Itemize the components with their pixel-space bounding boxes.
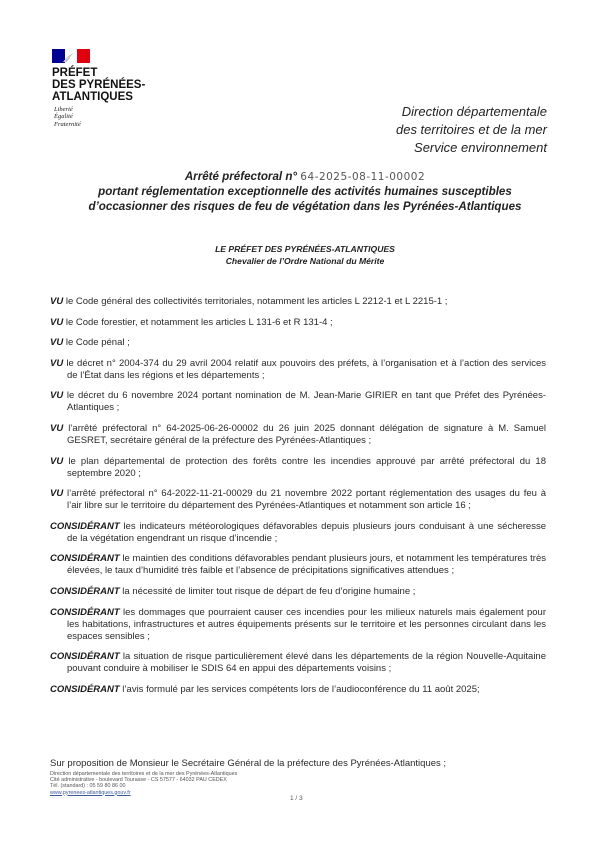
arrete-number: 64-2025-08-11-00002 bbox=[300, 171, 426, 183]
paragraph-keyword: CONSIDÉRANT bbox=[50, 683, 120, 695]
motto-egalite: Égalité bbox=[54, 113, 73, 121]
visas-considerants bbox=[50, 296, 546, 704]
arrete-prefix: Arrêté préfectoral n° bbox=[184, 170, 298, 183]
motto-fraternite: Fraternité bbox=[54, 120, 81, 128]
paragraph bbox=[50, 390, 546, 414]
prefet-line-2: Chevalier de l’Ordre National du Mérite bbox=[225, 256, 385, 266]
paragraph-keyword: VU bbox=[50, 316, 64, 328]
footer-line-2: Cité administrative - boulevard Tourasse - CS 57577 - 64032 PAU CEDEX bbox=[50, 777, 227, 784]
direction-header bbox=[287, 103, 547, 157]
paragraph-keyword: VU bbox=[50, 488, 64, 500]
paragraph-text: les indicateurs météorologiques défavorables depuis plusieurs jours conduisant à une sécheresse de la végétation engendrant un risque d’incendie ; bbox=[67, 520, 546, 544]
arrete-title bbox=[40, 170, 570, 214]
paragraph-text: le maintien des conditions défavorables pendant plusieurs jours, et notamment les températures très élevées, le taux d’humidité très faible et l’absence de précipitations significatives attendues ; bbox=[67, 553, 546, 577]
logo-line-1: PRÉFET bbox=[52, 67, 98, 79]
logo-title bbox=[52, 67, 162, 103]
title-line-3: d’occasionner des risques de feu de végétation dans les Pyrénées-Atlantiques bbox=[88, 199, 522, 213]
paragraph-text: le décret n° 2004-374 du 29 avril 2004 relatif aux pouvoirs des préfets, à l’organisation et à l’action des services de l’État dans les régions et les départements ; bbox=[63, 357, 546, 381]
paragraph-text: l’arrêté préfectoral n° 64-2022-11-21-00029 du 21 novembre 2022 portant réglementation des usages du feu à l’air libre sur le territoire du département des Pyrénées-Atlantiques et notamment son article 16 ; bbox=[63, 488, 546, 512]
paragraph bbox=[50, 651, 546, 675]
paragraph-keyword: CONSIDÉRANT bbox=[50, 651, 120, 663]
logo-line-3: ATLANTIQUES bbox=[52, 91, 133, 103]
paragraph-text: la situation de risque particulièrement élevé dans les départements de la région Nouvelle-Aquitaine pouvant conduire à mobiliser le SDIS 64 en appui des départements voisins ; bbox=[67, 651, 546, 675]
paragraph-text: les dommages que pourraient causer ces incendies pour les milieux naturels mais également pour les habitations, infrastructures et autres équipements présents sur le territoire et les personnes circulant dans les espaces sensibles ; bbox=[67, 606, 546, 642]
proposal-line: Sur proposition de Monsieur le Secrétaire Général de la préfecture des Pyrénées-Atlantiques ; bbox=[50, 758, 447, 769]
paragraph bbox=[50, 553, 546, 577]
paragraph-keyword: VU bbox=[50, 337, 64, 349]
paragraph-keyword: CONSIDÉRANT bbox=[50, 606, 120, 618]
paragraph bbox=[50, 423, 546, 447]
prefecture-logo bbox=[52, 49, 162, 128]
paragraph-text: l’avis formulé par les services compétents lors de l’audioconférence du 11 août 2025; bbox=[119, 683, 480, 695]
paragraph bbox=[50, 337, 546, 349]
prefet-heading bbox=[40, 243, 570, 267]
prefet-line-1: LE PRÉFET DES PYRÉNÉES-ATLANTIQUES bbox=[215, 244, 395, 254]
page-number: 1 / 3 bbox=[290, 795, 303, 802]
paragraph bbox=[50, 317, 546, 329]
footer-line-3: Tél. (standard) : 05 59 80 86 00 bbox=[50, 783, 126, 790]
paragraph-text: l’arrêté préfectoral n° 64-2025-06-26-00002 du 26 juin 2025 donnant délégation de signature à M. Samuel GESRET, secrétaire général de la préfecture des Pyrénées-Atlantiques ; bbox=[63, 422, 546, 446]
paragraph-text: le Code pénal ; bbox=[63, 337, 130, 349]
paragraph-keyword: VU bbox=[50, 422, 64, 434]
paragraph bbox=[50, 296, 546, 308]
direction-line-3: Service environnement bbox=[414, 140, 547, 155]
footer-line-1: Direction départementale des territoires et de la mer des Pyrénées-Atlantiques bbox=[50, 771, 238, 777]
paragraph-keyword: CONSIDÉRANT bbox=[50, 553, 120, 565]
paragraph bbox=[50, 358, 546, 382]
logo-line-2: DES PYRÉNÉES- bbox=[52, 79, 146, 91]
paragraph bbox=[50, 456, 546, 480]
republic-motto bbox=[54, 106, 162, 128]
paragraph-text: le décret du 6 novembre 2024 portant nomination de M. Jean-Marie GIRIER en tant que Préfet des Pyrénées-Atlantiques ; bbox=[63, 390, 546, 414]
paragraph-keyword: VU bbox=[50, 455, 64, 467]
footer-website-link[interactable]: www.pyrenees-atlantiques.gouv.fr bbox=[50, 789, 131, 796]
paragraph bbox=[50, 684, 546, 696]
direction-line-1: Direction départementale bbox=[401, 104, 547, 119]
direction-line-2: des territoires et de la mer bbox=[395, 122, 547, 137]
paragraph-text: la nécessité de limiter tout risque de départ de feu d’origine humaine ; bbox=[119, 585, 416, 597]
paragraph-keyword: CONSIDÉRANT bbox=[50, 585, 120, 597]
paragraph-text: le Code forestier, et notamment les articles L 131-6 et R 131-4 ; bbox=[63, 316, 333, 328]
title-line-2: portant réglementation exceptionnelle des activités humaines susceptibles bbox=[98, 184, 512, 198]
paragraph bbox=[50, 521, 546, 545]
paragraph bbox=[50, 488, 546, 512]
paragraph-text: le Code général des collectivités territoriales, notamment les articles L 2212-1 et L 2215-1 ; bbox=[63, 296, 448, 307]
paragraph-keyword: VU bbox=[50, 357, 64, 369]
paragraph-text: le plan départemental de protection des forêts contre les incendies approuvé par arrêté préfectoral du 18 septembre 2020 ; bbox=[63, 455, 546, 479]
arrete-number-line bbox=[40, 170, 570, 185]
paragraph-keyword: VU bbox=[50, 390, 64, 402]
paragraph-keyword: CONSIDÉRANT bbox=[50, 520, 120, 532]
footer-address bbox=[50, 771, 350, 796]
paragraph bbox=[50, 607, 546, 643]
paragraph-keyword: VU bbox=[50, 296, 64, 307]
motto-liberte: Liberté bbox=[54, 106, 73, 113]
marianne-flag-icon bbox=[52, 49, 90, 63]
paragraph bbox=[50, 586, 546, 598]
